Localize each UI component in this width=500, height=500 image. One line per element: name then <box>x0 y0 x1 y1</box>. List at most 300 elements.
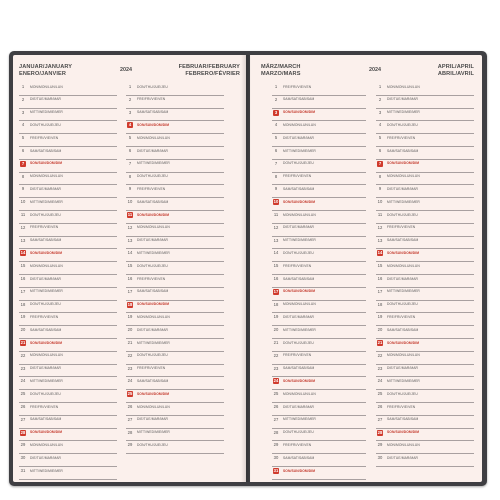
day-number: 30 <box>273 455 279 461</box>
weekday-label: MON/MON/LUN/LUN <box>387 263 420 268</box>
day-row[interactable] <box>272 134 366 147</box>
day-row[interactable] <box>376 275 474 288</box>
weekday-label: MON/MON/LUN/LUN <box>30 442 63 447</box>
weekday-label: SAM/SAT/SAB/SAM <box>387 417 419 422</box>
weekday-label: DON/THU/JUE/JEU <box>30 212 61 217</box>
day-row[interactable] <box>126 249 224 262</box>
day-number: 23 <box>20 365 26 371</box>
weekday-label: SAM/SAT/SAB/SAM <box>283 455 315 460</box>
day-number: 6 <box>274 148 278 153</box>
day-row[interactable] <box>19 237 117 250</box>
day-row[interactable] <box>19 403 117 416</box>
weekday-label: MITT/WED/MIE/MER <box>387 199 420 204</box>
weekday-label: SON/SUN/DOM/DIM <box>137 391 170 396</box>
day-row[interactable] <box>126 377 224 390</box>
day-number: 30 <box>377 455 383 461</box>
day-number: 10 <box>377 199 383 205</box>
day-row[interactable] <box>126 339 224 352</box>
weekday-label: DIE/TUE/MAR/MAR <box>137 327 168 332</box>
day-number: 28 <box>377 429 383 435</box>
weekday-label: SAM/SAT/SAB/SAM <box>283 276 315 281</box>
weekday-label: MON/MON/LUN/LUN <box>387 84 420 89</box>
day-number: 18 <box>377 301 383 307</box>
day-row[interactable] <box>126 185 224 198</box>
day-row[interactable] <box>19 160 117 173</box>
weekday-label: SON/SUN/DOM/DIM <box>30 250 63 255</box>
day-row[interactable] <box>19 109 117 122</box>
weekday-label: DON/THU/JUE/JEU <box>137 442 168 447</box>
day-row[interactable] <box>126 237 224 250</box>
day-number: 27 <box>127 416 133 422</box>
weekday-label: DIE/TUE/MAR/MAR <box>283 404 314 409</box>
day-row[interactable] <box>272 288 366 301</box>
day-row[interactable] <box>126 134 224 147</box>
day-number: 4 <box>274 122 278 128</box>
day-number: 25 <box>20 391 26 397</box>
weekday-label: FRE/FRI/VIE/VEN <box>30 225 59 230</box>
day-number: 15 <box>377 263 383 269</box>
weekday-label: SON/SUN/DOM/DIM <box>283 110 316 115</box>
day-row[interactable] <box>272 313 366 326</box>
weekday-label: DON/THU/JUE/JEU <box>283 430 314 435</box>
weekday-label: MITT/WED/MIE/MER <box>283 327 316 332</box>
day-row[interactable] <box>19 313 117 326</box>
day-number: 20 <box>273 327 279 333</box>
day-row[interactable] <box>126 109 224 122</box>
day-row[interactable] <box>376 262 474 275</box>
day-number: 1 <box>274 84 278 89</box>
day-row[interactable] <box>376 403 474 416</box>
weekday-label: FRE/FRI/VIE/VEN <box>283 353 312 358</box>
month-label-line2: MARZO/MARS <box>261 71 301 77</box>
day-number: 29 <box>127 442 133 448</box>
writing-line <box>126 453 224 454</box>
day-row[interactable] <box>376 416 474 429</box>
day-row[interactable] <box>272 109 366 122</box>
day-number: 15 <box>273 263 279 269</box>
day-row[interactable] <box>376 339 474 352</box>
day-row[interactable] <box>376 365 474 378</box>
day-row[interactable] <box>19 185 117 198</box>
day-row[interactable] <box>376 352 474 365</box>
day-number: 17 <box>127 288 133 294</box>
weekday-label: SON/SUN/DOM/DIM <box>283 289 316 294</box>
day-row[interactable] <box>272 249 366 262</box>
day-number: 9 <box>21 186 25 192</box>
day-row[interactable] <box>19 390 117 403</box>
day-number: 18 <box>273 301 279 307</box>
weekday-label: DON/THU/JUE/JEU <box>30 302 61 307</box>
day-number: 17 <box>273 288 279 294</box>
day-row[interactable] <box>19 275 117 288</box>
day-row[interactable] <box>272 173 366 186</box>
weekday-label: MON/MON/LUN/LUN <box>387 174 420 179</box>
weekday-label: FRE/FRI/VIE/VEN <box>283 263 312 268</box>
day-row[interactable] <box>272 237 366 250</box>
day-number: 22 <box>377 352 383 358</box>
day-number: 12 <box>20 224 26 230</box>
right-page-month-left <box>261 64 301 78</box>
weekday-label: SAM/SAT/SAB/SAM <box>387 327 419 332</box>
month-label-line2: ENERO/JANVIER <box>19 71 66 77</box>
day-number: 18 <box>127 301 133 307</box>
day-row[interactable] <box>19 134 117 147</box>
day-number: 7 <box>21 160 25 166</box>
day-row[interactable] <box>272 160 366 173</box>
writing-line <box>19 479 117 480</box>
weekday-label: SON/SUN/DOM/DIM <box>137 212 170 217</box>
day-row[interactable] <box>19 147 117 160</box>
day-row[interactable] <box>126 390 224 403</box>
day-number: 19 <box>127 314 133 320</box>
day-row[interactable] <box>126 198 224 211</box>
day-row[interactable] <box>272 403 366 416</box>
day-number: 3 <box>21 109 25 115</box>
day-number: 23 <box>127 365 133 371</box>
day-number: 17 <box>20 288 26 294</box>
day-number: 14 <box>127 250 133 256</box>
day-number: 20 <box>20 327 26 333</box>
day-row[interactable] <box>272 83 366 96</box>
day-number: 9 <box>378 186 382 192</box>
day-row[interactable] <box>272 441 366 454</box>
weekday-label: SON/SUN/DOM/DIM <box>30 161 63 166</box>
day-row[interactable] <box>272 377 366 390</box>
day-number: 26 <box>20 404 26 409</box>
day-number: 4 <box>378 122 382 128</box>
day-number: 25 <box>377 391 383 397</box>
weekday-label: SAM/SAT/SAB/SAM <box>30 148 62 153</box>
day-row[interactable] <box>126 365 224 378</box>
day-number: 16 <box>127 276 133 281</box>
day-row[interactable] <box>376 198 474 211</box>
day-number: 22 <box>127 352 133 358</box>
weekday-label: FRE/FRI/VIE/VEN <box>30 314 59 319</box>
day-number: 11 <box>127 212 133 217</box>
day-row[interactable] <box>376 134 474 147</box>
weekday-label: FRE/FRI/VIE/VEN <box>387 404 416 409</box>
weekday-label: SON/SUN/DOM/DIM <box>137 122 170 127</box>
day-row[interactable] <box>272 224 366 237</box>
day-number: 5 <box>128 135 132 141</box>
day-row[interactable] <box>272 96 366 109</box>
day-row[interactable] <box>126 429 224 442</box>
day-number: 27 <box>273 416 279 422</box>
weekday-label: MITT/WED/MIE/MER <box>30 110 63 115</box>
day-number: 13 <box>127 237 133 243</box>
weekday-label: DON/THU/JUE/JEU <box>30 122 61 127</box>
weekday-label: DON/THU/JUE/JEU <box>387 391 418 396</box>
weekday-label: DON/THU/JUE/JEU <box>137 353 168 358</box>
day-row[interactable] <box>19 326 117 339</box>
day-number: 4 <box>128 122 132 128</box>
left-page-month-right <box>179 64 240 78</box>
day-row[interactable] <box>126 121 224 134</box>
day-number: 7 <box>128 160 132 166</box>
day-number: 28 <box>127 429 133 435</box>
day-number: 21 <box>127 340 133 345</box>
weekday-label: SAM/SAT/SAB/SAM <box>137 199 169 204</box>
weekday-label: MON/MON/LUN/LUN <box>30 353 63 358</box>
day-row[interactable] <box>126 352 224 365</box>
day-number: 18 <box>20 301 26 307</box>
day-row[interactable] <box>376 377 474 390</box>
day-row[interactable] <box>19 365 117 378</box>
day-row[interactable] <box>376 390 474 403</box>
month-label-line2: ABRIL/AVRIL <box>437 71 474 77</box>
day-number: 6 <box>21 148 25 153</box>
day-row[interactable] <box>376 313 474 326</box>
right-page-year: 2024 <box>369 67 381 73</box>
day-row[interactable] <box>126 301 224 314</box>
day-row[interactable] <box>19 288 117 301</box>
day-row[interactable] <box>19 352 117 365</box>
day-number: 11 <box>20 212 26 217</box>
weekday-label: MITT/WED/MIE/MER <box>137 340 170 345</box>
weekday-label: SAM/SAT/SAB/SAM <box>387 148 419 153</box>
weekday-label: FRE/FRI/VIE/VEN <box>387 135 416 140</box>
day-number: 19 <box>273 314 279 320</box>
day-row[interactable] <box>126 416 224 429</box>
weekday-label: SAM/SAT/SAB/SAM <box>30 238 62 243</box>
day-row[interactable] <box>19 198 117 211</box>
day-number: 12 <box>273 224 279 230</box>
day-row[interactable] <box>376 288 474 301</box>
day-row[interactable] <box>272 185 366 198</box>
month-label-line2: FEBRERO/FÉVRIER <box>185 71 240 77</box>
weekday-label: DON/THU/JUE/JEU <box>387 302 418 307</box>
day-row[interactable] <box>19 416 117 429</box>
day-row[interactable] <box>376 173 474 186</box>
day-row[interactable] <box>376 326 474 339</box>
day-row[interactable] <box>272 198 366 211</box>
right-page <box>250 55 482 482</box>
weekday-label: SAM/SAT/SAB/SAM <box>283 186 315 191</box>
day-number: 28 <box>20 429 26 435</box>
day-number: 11 <box>273 212 279 217</box>
day-number: 2 <box>128 96 132 102</box>
weekday-label: DIE/TUE/MAR/MAR <box>137 417 168 422</box>
weekday-label: DIE/TUE/MAR/MAR <box>30 366 61 371</box>
day-number: 1 <box>378 84 382 89</box>
day-number: 19 <box>20 314 26 320</box>
day-row[interactable] <box>126 224 224 237</box>
weekday-label: DIE/TUE/MAR/MAR <box>387 186 418 191</box>
day-number: 30 <box>20 455 26 461</box>
left-page-month-left <box>19 64 72 78</box>
day-row[interactable] <box>126 441 224 454</box>
day-number: 6 <box>378 148 382 153</box>
day-row[interactable] <box>272 262 366 275</box>
day-row[interactable] <box>126 83 224 96</box>
weekday-label: DIE/TUE/MAR/MAR <box>283 135 314 140</box>
weekday-label: MON/MON/LUN/LUN <box>137 225 170 230</box>
page-gutter <box>241 55 251 482</box>
weekday-label: FRE/FRI/VIE/VEN <box>387 225 416 230</box>
writing-line <box>376 466 474 467</box>
day-number: 7 <box>274 160 278 166</box>
day-row[interactable] <box>19 249 117 262</box>
day-number: 21 <box>20 340 26 345</box>
day-row[interactable] <box>376 429 474 442</box>
day-row[interactable] <box>376 249 474 262</box>
day-number: 24 <box>127 378 133 384</box>
weekday-label: DIE/TUE/MAR/MAR <box>137 148 168 153</box>
day-row[interactable] <box>376 301 474 314</box>
day-number: 3 <box>274 109 278 115</box>
day-row[interactable] <box>272 352 366 365</box>
day-row[interactable] <box>19 262 117 275</box>
day-number: 29 <box>377 442 383 448</box>
day-row[interactable] <box>19 429 117 442</box>
day-number: 16 <box>273 276 279 281</box>
day-number: 2 <box>274 96 278 102</box>
weekday-label: DON/THU/JUE/JEU <box>30 391 61 396</box>
weekday-label: SAM/SAT/SAB/SAM <box>137 110 169 115</box>
day-number: 22 <box>273 352 279 358</box>
day-number: 17 <box>377 288 383 294</box>
weekday-label: FRE/FRI/VIE/VEN <box>137 366 166 371</box>
day-row[interactable] <box>19 467 117 480</box>
day-row[interactable] <box>376 83 474 96</box>
day-number: 10 <box>273 199 279 205</box>
day-row[interactable] <box>126 403 224 416</box>
day-number: 6 <box>128 148 132 153</box>
day-number: 5 <box>21 135 25 141</box>
weekday-label: MITT/WED/MIE/MER <box>137 161 170 166</box>
writing-line <box>272 479 366 480</box>
day-row[interactable] <box>376 96 474 109</box>
day-row[interactable] <box>19 121 117 134</box>
weekday-label: DON/THU/JUE/JEU <box>283 340 314 345</box>
day-number: 15 <box>20 263 26 269</box>
weekday-label: MON/MON/LUN/LUN <box>30 263 63 268</box>
day-row[interactable] <box>272 416 366 429</box>
weekday-label: SAM/SAT/SAB/SAM <box>137 289 169 294</box>
weekday-label: DON/THU/JUE/JEU <box>283 161 314 166</box>
day-row[interactable] <box>19 301 117 314</box>
day-number: 23 <box>273 365 279 371</box>
weekday-label: MON/MON/LUN/LUN <box>283 302 316 307</box>
day-row[interactable] <box>126 160 224 173</box>
weekday-label: MITT/WED/MIE/MER <box>137 250 170 255</box>
day-row[interactable] <box>376 237 474 250</box>
month-label-line1: APRIL/APRIL <box>437 64 474 70</box>
day-row[interactable] <box>376 224 474 237</box>
day-number: 15 <box>127 263 133 269</box>
day-number: 31 <box>273 468 279 473</box>
month-label-line1: JANUAR/JANUARY <box>19 64 73 70</box>
day-row[interactable] <box>272 121 366 134</box>
day-row[interactable] <box>272 467 366 480</box>
day-number: 10 <box>20 199 26 205</box>
day-row[interactable] <box>272 301 366 314</box>
day-row[interactable] <box>126 211 224 224</box>
day-row[interactable] <box>19 377 117 390</box>
day-row[interactable] <box>19 224 117 237</box>
weekday-label: DON/THU/JUE/JEU <box>137 263 168 268</box>
day-number: 11 <box>377 212 383 217</box>
weekday-label: MITT/WED/MIE/MER <box>387 378 420 383</box>
weekday-label: FRE/FRI/VIE/VEN <box>283 84 312 89</box>
day-row[interactable] <box>376 109 474 122</box>
day-row[interactable] <box>126 173 224 186</box>
weekday-label: SON/SUN/DOM/DIM <box>30 340 63 345</box>
day-number: 13 <box>273 237 279 243</box>
left-page-year: 2024 <box>120 67 132 73</box>
day-row[interactable] <box>376 147 474 160</box>
day-row[interactable] <box>19 83 117 96</box>
weekday-label: MITT/WED/MIE/MER <box>387 110 420 115</box>
day-row[interactable] <box>19 96 117 109</box>
day-row[interactable] <box>376 441 474 454</box>
day-number: 27 <box>20 416 26 422</box>
day-row[interactable] <box>126 326 224 339</box>
weekday-label: MITT/WED/MIE/MER <box>283 148 316 153</box>
day-row[interactable] <box>272 390 366 403</box>
day-row[interactable] <box>126 313 224 326</box>
day-row[interactable] <box>272 147 366 160</box>
day-number: 27 <box>377 416 383 422</box>
day-row[interactable] <box>126 96 224 109</box>
day-row[interactable] <box>272 365 366 378</box>
day-row[interactable] <box>126 288 224 301</box>
day-row[interactable] <box>376 160 474 173</box>
right-page-month-right <box>438 64 474 78</box>
day-row[interactable] <box>19 339 117 352</box>
day-number: 21 <box>273 340 279 345</box>
weekday-label: MON/MON/LUN/LUN <box>137 404 170 409</box>
day-number: 12 <box>377 224 383 230</box>
day-row[interactable] <box>272 339 366 352</box>
day-row[interactable] <box>126 147 224 160</box>
day-number: 2 <box>378 96 382 102</box>
day-row[interactable] <box>272 275 366 288</box>
day-number: 29 <box>273 442 279 448</box>
weekday-label: DON/THU/JUE/JEU <box>137 84 168 89</box>
day-number: 8 <box>378 173 382 179</box>
day-row[interactable] <box>272 454 366 467</box>
weekday-label: MITT/WED/MIE/MER <box>30 378 63 383</box>
weekday-label: MON/MON/LUN/LUN <box>283 122 316 127</box>
weekday-label: MON/MON/LUN/LUN <box>30 84 63 89</box>
day-row[interactable] <box>376 121 474 134</box>
weekday-label: SAM/SAT/SAB/SAM <box>283 366 315 371</box>
day-row[interactable] <box>19 211 117 224</box>
day-row[interactable] <box>19 173 117 186</box>
day-row[interactable] <box>272 211 366 224</box>
day-number: 1 <box>21 84 25 89</box>
day-row[interactable] <box>19 454 117 467</box>
day-row[interactable] <box>126 275 224 288</box>
weekday-label: MITT/WED/MIE/MER <box>30 468 63 473</box>
day-row[interactable] <box>376 454 474 467</box>
weekday-label: DIE/TUE/MAR/MAR <box>387 97 418 102</box>
weekday-label: DIE/TUE/MAR/MAR <box>283 225 314 230</box>
weekday-label: MITT/WED/MIE/MER <box>30 289 63 294</box>
weekday-label: FRE/FRI/VIE/VEN <box>387 314 416 319</box>
weekday-label: SON/SUN/DOM/DIM <box>283 468 316 473</box>
day-row[interactable] <box>272 326 366 339</box>
day-row[interactable] <box>19 441 117 454</box>
day-row[interactable] <box>126 262 224 275</box>
weekday-label: MON/MON/LUN/LUN <box>283 391 316 396</box>
day-number: 20 <box>127 327 133 333</box>
weekday-label: DIE/TUE/MAR/MAR <box>30 186 61 191</box>
day-row[interactable] <box>376 211 474 224</box>
day-row[interactable] <box>376 185 474 198</box>
day-row[interactable] <box>272 429 366 442</box>
